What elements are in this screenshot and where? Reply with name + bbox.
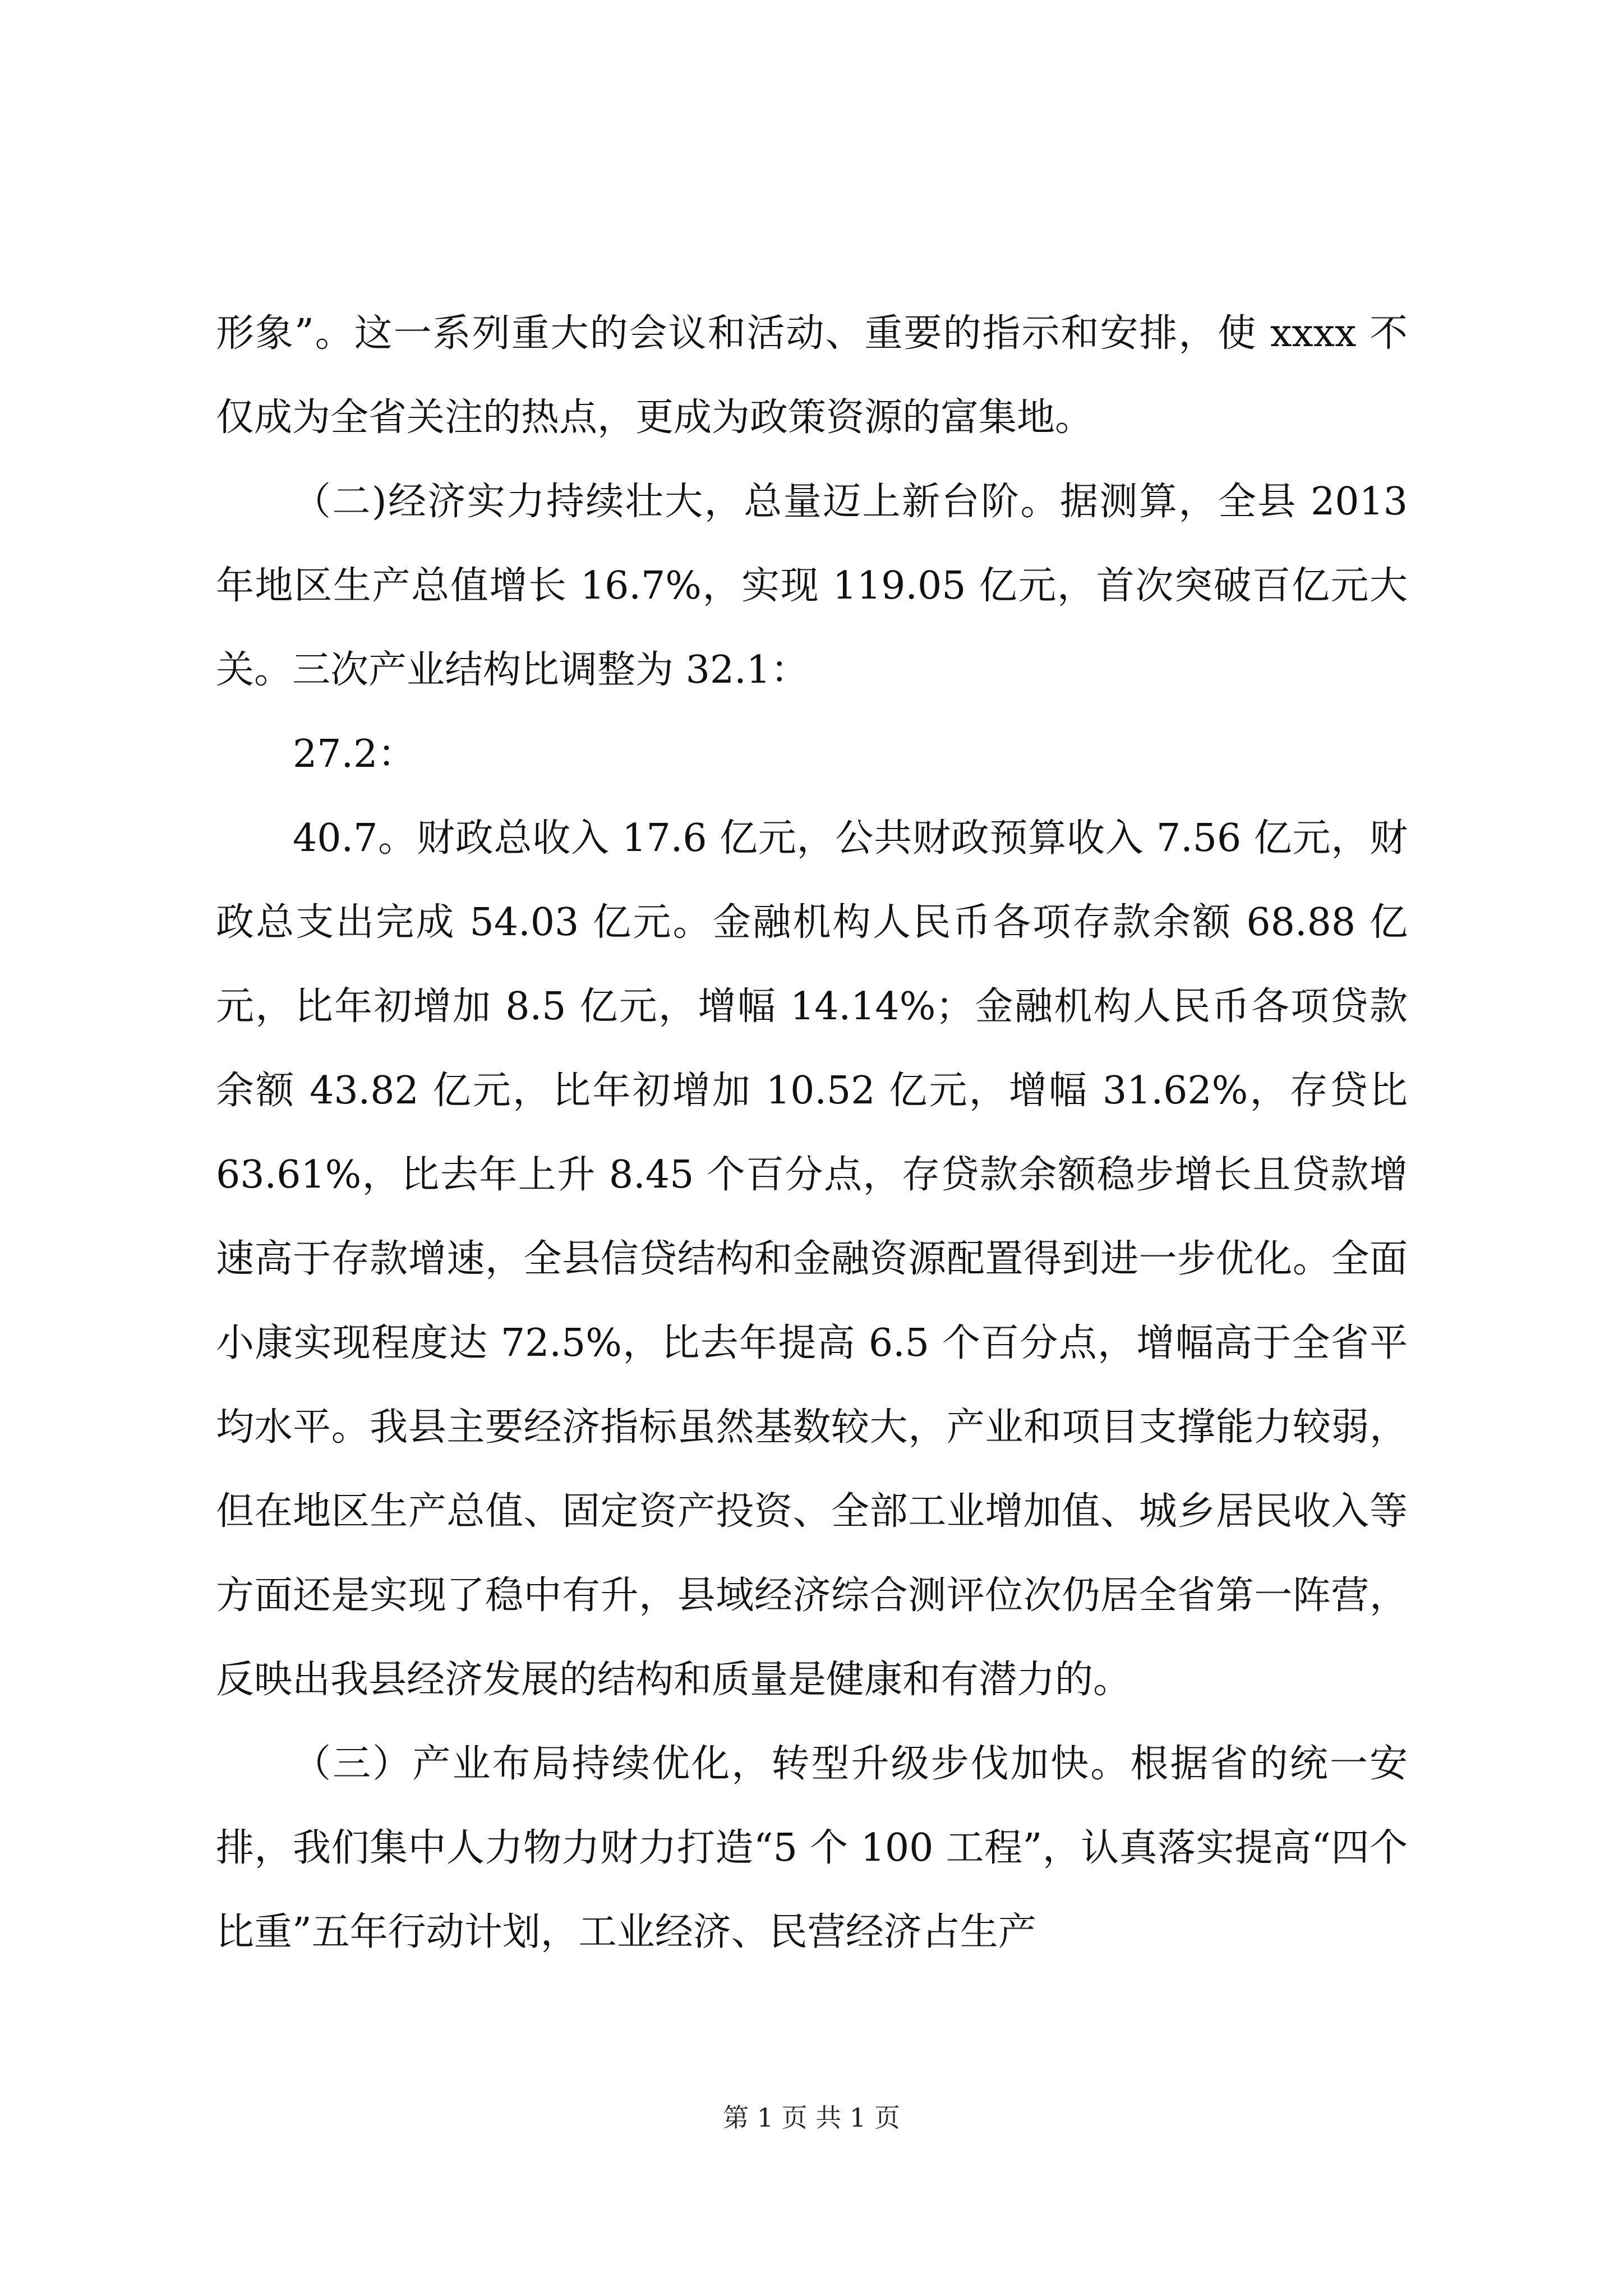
- paragraph-2: （二)经济实力持续壮大，总量迈上新台阶。据测算，全县 2013 年地区生产总值增长 16.7%，实现 119.05 亿元，首次突破百亿元大关。三次产业结构比调整为 32.1：: [216, 480, 1408, 692]
- paragraph-1: 形象”。这一系列重大的会议和活动、重要的指示和安排，使 xxxx 不仅成为全省关注的热点，更成为政策资源的富集地。: [216, 311, 1408, 440]
- paragraph-3: 27.2：: [293, 732, 416, 776]
- document-body: [216, 292, 1408, 1975]
- paragraph-4: 40.7。财政总收入 17.6 亿元，公共财政预算收入 7.56 亿元，财政总支出完成 54.03 亿元。金融机构人民币各项存款余额 68.88 亿元，比年初增加 8.5 亿元，增幅 14.14%；金融机构人民币各项贷款余额 43.82 亿元，比年初增加 10.52 亿元，增幅 31.62%，存贷比 63.61%，比去年上升 8.45 个百分点，存贷款余额稳步增长且贷款增速高于存款增速，全县信贷结构和金融资源配置得到进一步优化。全面小康实现程度达 72.5%，比去年提高 6.5 个百分点，增幅高于全省平均水平。我县主要经济指标虽然基数较大，产业和项目支撑能力较弱，但在地区生产总值、固定资产投资、全部工业增加值、城乡居民收入等方面还是实现了稳中有升，县域经济综合测评位次仍居全省第一阵营，反映出我县经济发展的结构和质量是健康和有潜力的。: [216, 816, 1408, 1702]
- page-footer: 第 1 页 共 1 页: [723, 2102, 900, 2133]
- paragraph-5: （三）产业布局持续优化，转型升级步伐加快。根据省的统一安排，我们集中人力物力财力打造“5 个 100 工程”，认真落实提高“四个比重”五年行动计划，工业经济、民营经济占生产: [216, 1742, 1408, 1954]
